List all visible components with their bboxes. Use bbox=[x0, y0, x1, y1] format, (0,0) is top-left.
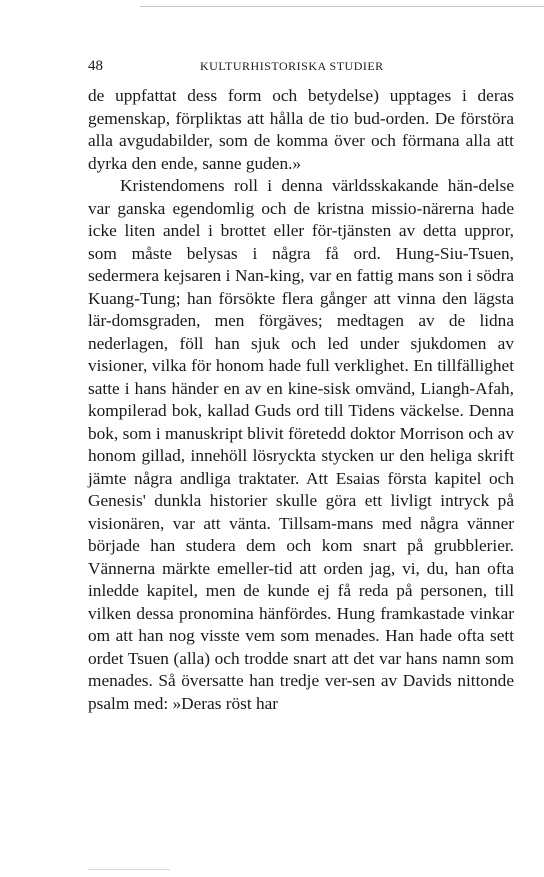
page-number: 48 bbox=[88, 58, 103, 74]
bottom-edge-line bbox=[88, 869, 170, 870]
paragraph-continued: de uppfattat dess form och betydelse) upptages i deras gemenskap, förpliktas att hålla de tio bud-orden. De förstöra alla avgudabilder, som de komma över och förmana alla att dyrka den ende, sanne guden.» bbox=[88, 86, 514, 173]
page-header bbox=[88, 56, 512, 76]
running-head: KULTURHISTORISKA STUDIER bbox=[200, 59, 384, 73]
top-edge-line bbox=[140, 6, 544, 7]
body-text bbox=[88, 85, 514, 715]
paragraph: Kristendomens roll i denna världsskakande hän-delse var ganska egendomlig och de kristna missio-närerna hade icke liten andel i brottet eller för-tjänsten av detta uppror, som måste belysas i några få ord. Hung-Siu-Tsuen, sedermera kejsaren i Nan-king, var en fattig mans son i södra Kuang-Tung; han försökte flera gånger att vinna den lägsta lär-domsgraden, men förgäves; medtagen av de lidna nederlagen, föll han sjuk och led under sjukdomen av visioner, vilka för honom hade full verklighet. En tillfällighet satte i hans händer en av en kine-sisk omvänd, Liangh-Afah, kompilerad bok, kallad Guds ord till Tidens väckelse. Denna bok, som i manuskript blivit företedd doktor Morrison och av honom gillad, innehöll lösryckta stycken ur den heliga skrift jämte några andliga traktater. Att Esaias första kapitel och Genesis' dunkla historier skulle göra ett livligt intryck på visionären, var att vänta. Tillsam-mans med några vänner började han studera dem och kom snart på grubblerier. Vännerna märkte emeller-tid att orden jag, vi, du, han ofta inledde kapitel, men de kunde ej få reda på personen, till vilken dessa pronomina hänfördes. Hung framkastade vinkar om att han nog visste vem som menades. Han hade ofta sett ordet Tsuen (alla) och trodde snart att det var hans namn som menades. Så översatte han tredje ver-sen av Davids nittonde psalm med: »Deras röst har bbox=[88, 176, 514, 713]
